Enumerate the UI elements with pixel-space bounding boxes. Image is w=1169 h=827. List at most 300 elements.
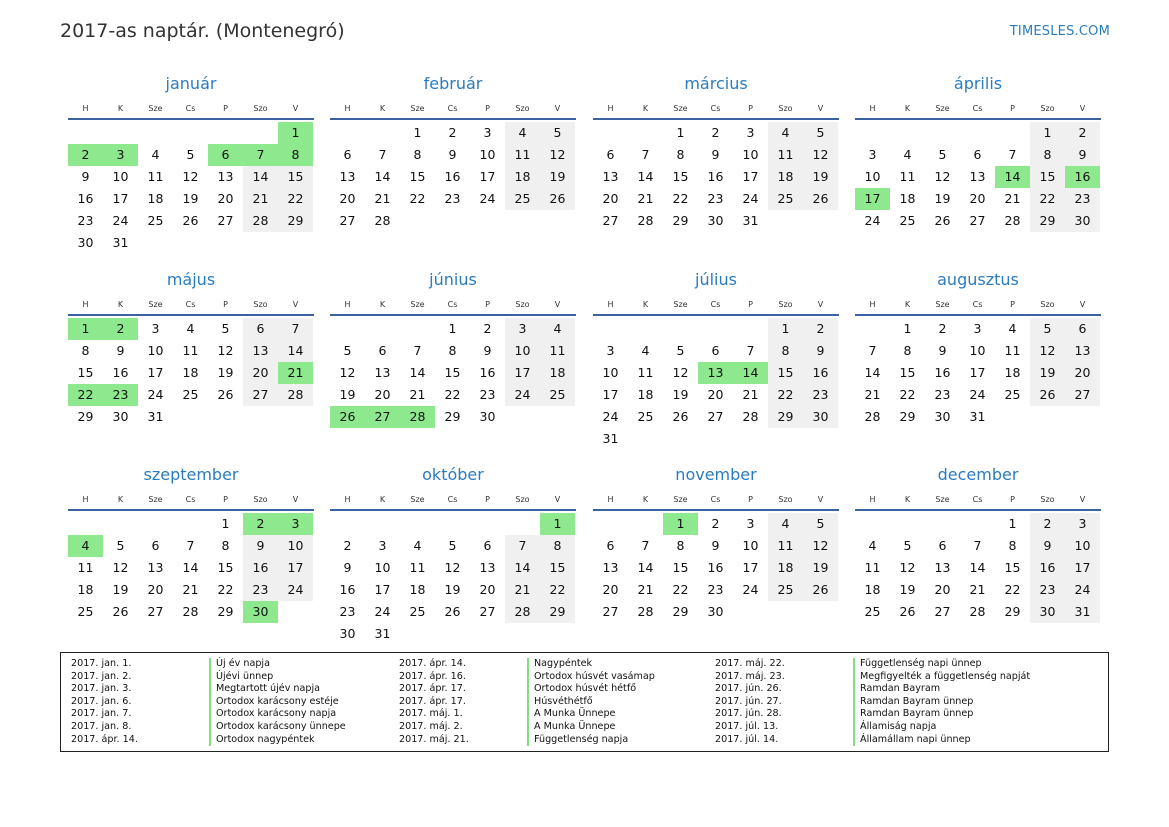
day-cell: 28 <box>182 604 199 619</box>
day-cell: 19 <box>899 582 916 597</box>
holiday-date: 2017. jan. 7. <box>71 708 132 720</box>
day-cell: 3 <box>868 147 877 162</box>
empty-cell <box>663 318 698 340</box>
day-cell: 17 <box>1065 557 1100 579</box>
day-cell: 11 <box>864 560 881 575</box>
weekday-label: V <box>817 300 824 309</box>
weekday-label: P <box>1010 495 1015 504</box>
holiday-name: Megfigyelték a függetlenség napját <box>853 671 1030 684</box>
day-cell: 19 <box>182 191 199 206</box>
day-cell: 7 <box>641 147 650 162</box>
month-4 <box>855 73 1101 232</box>
day-cell: 30 <box>1030 601 1065 623</box>
day-cell: 27 <box>707 409 724 424</box>
day-cell: 29 <box>278 210 313 232</box>
day-cell: 11 <box>637 365 654 380</box>
month-7 <box>593 269 839 450</box>
day-cell: 12 <box>217 343 234 358</box>
month-12 <box>855 464 1101 623</box>
weekday-label: V <box>1079 300 1086 309</box>
holiday-day: 1 <box>278 122 313 144</box>
holiday-day: 3 <box>103 144 138 166</box>
day-cell: 7 <box>278 318 313 340</box>
day-cell: 23 <box>243 579 278 601</box>
day-cell: 15 <box>1004 560 1021 575</box>
weekday-label: P <box>485 104 490 113</box>
weekday-label: H <box>344 300 351 309</box>
day-grid <box>855 513 1101 623</box>
day-cell: 3 <box>746 125 755 140</box>
day-cell: 21 <box>505 579 540 601</box>
day-cell: 16 <box>707 169 724 184</box>
day-cell: 24 <box>1065 579 1100 601</box>
weekday-label: Cs <box>972 104 983 113</box>
holiday-date: 2017. jún. 27. <box>715 695 782 707</box>
weekday-label: K <box>117 104 124 113</box>
day-cell: 5 <box>540 122 575 144</box>
weekday-label: K <box>642 300 649 309</box>
day-cell: 5 <box>803 122 838 144</box>
day-cell: 9 <box>803 340 838 362</box>
day-cell: 8 <box>413 147 422 162</box>
day-cell: 15 <box>768 362 803 384</box>
day-cell: 10 <box>479 147 496 162</box>
day-cell: 21 <box>374 191 391 206</box>
holiday-name: Ortodox karácsony ünnepe <box>209 721 346 734</box>
day-cell: 31 <box>969 409 986 424</box>
holiday-date: 2017. jan. 1. <box>71 658 132 669</box>
day-cell: 4 <box>413 538 422 553</box>
month-8 <box>855 269 1101 428</box>
day-cell: 4 <box>1008 321 1017 336</box>
day-cell: 21 <box>742 387 759 402</box>
weekday-label: Cs <box>185 495 196 504</box>
weekday-label: K <box>642 495 649 504</box>
day-cell: 14 <box>637 560 654 575</box>
day-cell: 9 <box>711 147 720 162</box>
empty-cell <box>925 513 960 535</box>
holiday-day: 2 <box>243 513 278 535</box>
day-cell: 9 <box>938 343 947 358</box>
day-cell: 11 <box>1004 343 1021 358</box>
day-cell: 19 <box>934 191 951 206</box>
day-cell: 31 <box>112 235 129 250</box>
day-cell: 26 <box>444 604 461 619</box>
weekday-label: H <box>82 495 89 504</box>
day-cell: 8 <box>676 147 685 162</box>
empty-cell <box>330 122 365 144</box>
day-cell: 29 <box>540 601 575 623</box>
holiday-name: Ramdan Bayram ünnep <box>853 696 973 709</box>
empty-cell <box>173 122 208 144</box>
day-cell: 13 <box>374 365 391 380</box>
day-cell: 12 <box>672 365 689 380</box>
weekday-label: V <box>817 495 824 504</box>
day-cell: 16 <box>77 191 94 206</box>
holiday-date: 2017. máj. 1. <box>399 708 463 720</box>
day-cell: 14 <box>864 365 881 380</box>
day-cell: 27 <box>479 604 496 619</box>
day-cell: 25 <box>409 604 426 619</box>
holiday-date: 2017. ápr. 14. <box>399 658 466 669</box>
month-name: május <box>166 270 216 289</box>
day-cell: 14 <box>637 169 654 184</box>
day-cell: 5 <box>676 343 685 358</box>
day-cell: 18 <box>540 362 575 384</box>
day-cell: 5 <box>186 147 195 162</box>
day-cell: 11 <box>768 144 803 166</box>
day-cell: 24 <box>742 191 759 206</box>
day-cell: 9 <box>81 169 90 184</box>
weekday-header <box>330 295 576 316</box>
day-cell: 23 <box>707 191 724 206</box>
day-cell: 11 <box>505 144 540 166</box>
day-cell: 4 <box>186 321 195 336</box>
weekday-label: K <box>117 300 124 309</box>
day-cell: 19 <box>803 166 838 188</box>
day-cell: 23 <box>803 384 838 406</box>
day-cell: 20 <box>602 582 619 597</box>
day-cell: 4 <box>641 343 650 358</box>
day-cell: 15 <box>444 365 461 380</box>
day-cell: 19 <box>672 387 689 402</box>
weekday-label: P <box>748 495 753 504</box>
day-cell: 1 <box>413 125 422 140</box>
day-cell: 5 <box>938 147 947 162</box>
holiday-list <box>60 652 1109 752</box>
holiday-date: 2017. máj. 21. <box>399 733 469 745</box>
day-cell: 14 <box>243 166 278 188</box>
day-cell: 13 <box>1065 340 1100 362</box>
day-cell: 18 <box>768 557 803 579</box>
day-cell: 9 <box>243 535 278 557</box>
weekday-label: Sze <box>410 495 425 504</box>
day-cell: 26 <box>182 213 199 228</box>
day-cell: 28 <box>1004 213 1021 228</box>
day-cell: 17 <box>602 387 619 402</box>
day-cell: 5 <box>1030 318 1065 340</box>
day-cell: 6 <box>938 538 947 553</box>
day-cell: 26 <box>672 409 689 424</box>
day-cell: 4 <box>903 147 912 162</box>
day-cell: 22 <box>768 384 803 406</box>
day-cell: 1 <box>221 516 230 531</box>
brand-link[interactable]: TIMESLES.COM <box>1009 24 1110 39</box>
day-cell: 30 <box>934 409 951 424</box>
day-cell: 13 <box>479 560 496 575</box>
weekday-header <box>330 490 576 511</box>
day-cell: 1 <box>676 125 685 140</box>
weekday-label: Szo <box>253 104 268 113</box>
holiday-date: 2017. júl. 14. <box>715 733 779 745</box>
day-cell: 11 <box>540 340 575 362</box>
holiday-date: 2017. jan. 2. <box>71 670 132 682</box>
weekday-label: Cs <box>185 104 196 113</box>
month-1 <box>68 73 314 254</box>
holiday-date: 2017. jún. 28. <box>715 708 782 720</box>
empty-cell <box>960 513 995 535</box>
day-cell: 12 <box>444 560 461 575</box>
empty-cell <box>68 513 103 535</box>
day-cell: 8 <box>1008 538 1017 553</box>
day-cell: 17 <box>112 191 129 206</box>
empty-cell <box>400 318 435 340</box>
day-cell: 8 <box>81 343 90 358</box>
empty-cell <box>400 513 435 535</box>
day-cell: 30 <box>707 604 724 619</box>
day-cell: 12 <box>899 560 916 575</box>
day-grid <box>330 122 576 232</box>
day-cell: 28 <box>637 604 654 619</box>
day-cell: 27 <box>934 604 951 619</box>
day-cell: 30 <box>112 409 129 424</box>
day-cell: 5 <box>116 538 125 553</box>
holiday-date: 2017. máj. 22. <box>715 658 785 669</box>
day-cell: 24 <box>374 604 391 619</box>
day-cell: 31 <box>374 626 391 641</box>
day-cell: 8 <box>676 538 685 553</box>
day-cell: 24 <box>479 191 496 206</box>
day-cell: 15 <box>899 365 916 380</box>
day-cell: 13 <box>147 560 164 575</box>
day-cell: 6 <box>378 343 387 358</box>
month-name: február <box>423 74 483 93</box>
weekday-header <box>68 490 314 511</box>
day-cell: 7 <box>746 343 755 358</box>
day-cell: 23 <box>707 582 724 597</box>
empty-cell <box>505 513 540 535</box>
day-cell: 24 <box>969 387 986 402</box>
day-cell: 19 <box>1030 362 1065 384</box>
day-cell: 31 <box>602 431 619 446</box>
day-grid <box>855 122 1101 232</box>
holiday-day: 3 <box>278 513 313 535</box>
day-cell: 21 <box>637 191 654 206</box>
day-cell: 30 <box>803 406 838 428</box>
day-cell: 17 <box>505 362 540 384</box>
day-cell: 7 <box>378 147 387 162</box>
day-grid <box>330 513 576 645</box>
weekday-label: P <box>223 495 228 504</box>
weekday-label: Sze <box>935 495 950 504</box>
day-cell: 10 <box>505 340 540 362</box>
day-cell: 10 <box>278 535 313 557</box>
holiday-day: 6 <box>208 144 243 166</box>
day-cell: 12 <box>1030 340 1065 362</box>
day-cell: 28 <box>637 213 654 228</box>
day-cell: 29 <box>77 409 94 424</box>
weekday-label: Szo <box>1040 495 1055 504</box>
weekday-label: Cs <box>972 495 983 504</box>
holiday-day: 14 <box>995 166 1030 188</box>
day-cell: 20 <box>479 582 496 597</box>
day-cell: 5 <box>343 343 352 358</box>
month-name: március <box>684 74 748 93</box>
day-cell: 10 <box>147 343 164 358</box>
holiday-day: 23 <box>103 384 138 406</box>
weekday-label: K <box>904 104 911 113</box>
weekday-label: Sze <box>148 300 163 309</box>
day-cell: 20 <box>707 387 724 402</box>
day-cell: 20 <box>147 582 164 597</box>
day-cell: 24 <box>742 582 759 597</box>
day-cell: 27 <box>602 213 619 228</box>
day-cell: 7 <box>973 538 982 553</box>
month-name: december <box>937 465 1019 484</box>
day-cell: 21 <box>637 582 654 597</box>
day-cell: 12 <box>112 560 129 575</box>
day-cell: 30 <box>1065 210 1100 232</box>
day-cell: 25 <box>899 213 916 228</box>
weekday-label: K <box>642 104 649 113</box>
day-cell: 12 <box>934 169 951 184</box>
day-cell: 6 <box>973 147 982 162</box>
weekday-header <box>593 99 839 120</box>
day-cell: 29 <box>768 406 803 428</box>
day-cell: 13 <box>339 169 356 184</box>
day-cell: 2 <box>803 318 838 340</box>
holiday-name: Függetlenség napja <box>527 734 628 747</box>
day-cell: 18 <box>409 582 426 597</box>
day-cell: 2 <box>1030 513 1065 535</box>
weekday-label: Szo <box>253 495 268 504</box>
weekday-header <box>593 490 839 511</box>
day-cell: 24 <box>864 213 881 228</box>
day-cell: 21 <box>864 387 881 402</box>
day-cell: 29 <box>672 604 689 619</box>
holiday-day: 8 <box>278 144 313 166</box>
day-cell: 3 <box>1065 513 1100 535</box>
weekday-label: Szo <box>778 300 793 309</box>
weekday-label: Cs <box>447 495 458 504</box>
day-cell: 13 <box>969 169 986 184</box>
weekday-label: K <box>379 104 386 113</box>
holiday-day: 13 <box>698 362 733 384</box>
weekday-label: Cs <box>972 300 983 309</box>
weekday-label: V <box>554 300 561 309</box>
weekday-label: V <box>1079 495 1086 504</box>
day-cell: 17 <box>742 560 759 575</box>
day-cell: 4 <box>151 147 160 162</box>
day-cell: 4 <box>768 122 803 144</box>
day-cell: 18 <box>182 365 199 380</box>
day-grid <box>68 122 314 254</box>
weekday-label: K <box>379 300 386 309</box>
day-cell: 4 <box>540 318 575 340</box>
day-cell: 27 <box>969 213 986 228</box>
day-cell: 19 <box>217 365 234 380</box>
month-3 <box>593 73 839 232</box>
day-cell: 25 <box>637 409 654 424</box>
day-cell: 16 <box>803 362 838 384</box>
empty-cell <box>470 513 505 535</box>
day-cell: 11 <box>182 343 199 358</box>
day-cell: 20 <box>243 362 278 384</box>
holiday-name: Ortodox húsvét hétfő <box>527 683 636 696</box>
day-grid <box>330 318 576 428</box>
day-cell: 1 <box>448 321 457 336</box>
day-cell: 15 <box>672 560 689 575</box>
weekday-header <box>855 99 1101 120</box>
weekday-label: Cs <box>447 104 458 113</box>
day-cell: 10 <box>742 147 759 162</box>
empty-cell <box>628 318 663 340</box>
weekday-label: Szo <box>1040 300 1055 309</box>
day-cell: 8 <box>768 340 803 362</box>
day-cell: 21 <box>409 387 426 402</box>
day-grid <box>593 318 839 450</box>
empty-cell <box>365 513 400 535</box>
holiday-name: A Munka Ünnepe <box>527 721 615 734</box>
holiday-name: Húsvéthétfő <box>527 696 593 709</box>
day-cell: 25 <box>182 387 199 402</box>
weekday-label: H <box>607 495 614 504</box>
day-cell: 2 <box>483 321 492 336</box>
day-cell: 25 <box>768 188 803 210</box>
day-cell: 30 <box>707 213 724 228</box>
day-cell: 24 <box>112 213 129 228</box>
day-cell: 19 <box>540 166 575 188</box>
day-cell: 11 <box>768 535 803 557</box>
holiday-date: 2017. ápr. 17. <box>399 683 466 695</box>
day-cell: 9 <box>1030 535 1065 557</box>
day-cell: 7 <box>641 538 650 553</box>
day-cell: 3 <box>973 321 982 336</box>
day-cell: 7 <box>413 343 422 358</box>
holiday-name: Államiság napja <box>853 721 936 734</box>
empty-cell <box>628 122 663 144</box>
day-cell: 8 <box>1030 144 1065 166</box>
weekday-label: K <box>904 300 911 309</box>
weekday-label: P <box>748 300 753 309</box>
empty-cell <box>628 513 663 535</box>
day-cell: 16 <box>112 365 129 380</box>
day-cell: 10 <box>864 169 881 184</box>
weekday-label: H <box>344 495 351 504</box>
day-cell: 1 <box>1008 516 1017 531</box>
day-cell: 26 <box>1030 384 1065 406</box>
day-cell: 13 <box>934 560 951 575</box>
weekday-header <box>593 295 839 316</box>
weekday-label: Sze <box>148 104 163 113</box>
day-cell: 16 <box>339 582 356 597</box>
holiday-day: 1 <box>68 318 103 340</box>
weekday-label: Szo <box>253 300 268 309</box>
weekday-label: Cs <box>185 300 196 309</box>
day-cell: 25 <box>147 213 164 228</box>
weekday-label: H <box>869 300 876 309</box>
day-cell: 15 <box>409 169 426 184</box>
day-cell: 13 <box>602 169 619 184</box>
month-name: január <box>165 74 217 93</box>
day-cell: 11 <box>409 560 426 575</box>
day-cell: 31 <box>147 409 164 424</box>
holiday-day: 7 <box>243 144 278 166</box>
day-cell: 16 <box>444 169 461 184</box>
day-cell: 17 <box>147 365 164 380</box>
weekday-label: V <box>1079 104 1086 113</box>
day-cell: 20 <box>934 582 951 597</box>
weekday-label: P <box>485 495 490 504</box>
day-cell: 15 <box>672 169 689 184</box>
weekday-label: H <box>869 104 876 113</box>
day-cell: 9 <box>711 538 720 553</box>
day-cell: 6 <box>243 318 278 340</box>
day-cell: 18 <box>637 387 654 402</box>
holiday-date: 2017. jan. 6. <box>71 695 132 707</box>
day-cell: 14 <box>182 560 199 575</box>
weekday-label: Szo <box>515 495 530 504</box>
